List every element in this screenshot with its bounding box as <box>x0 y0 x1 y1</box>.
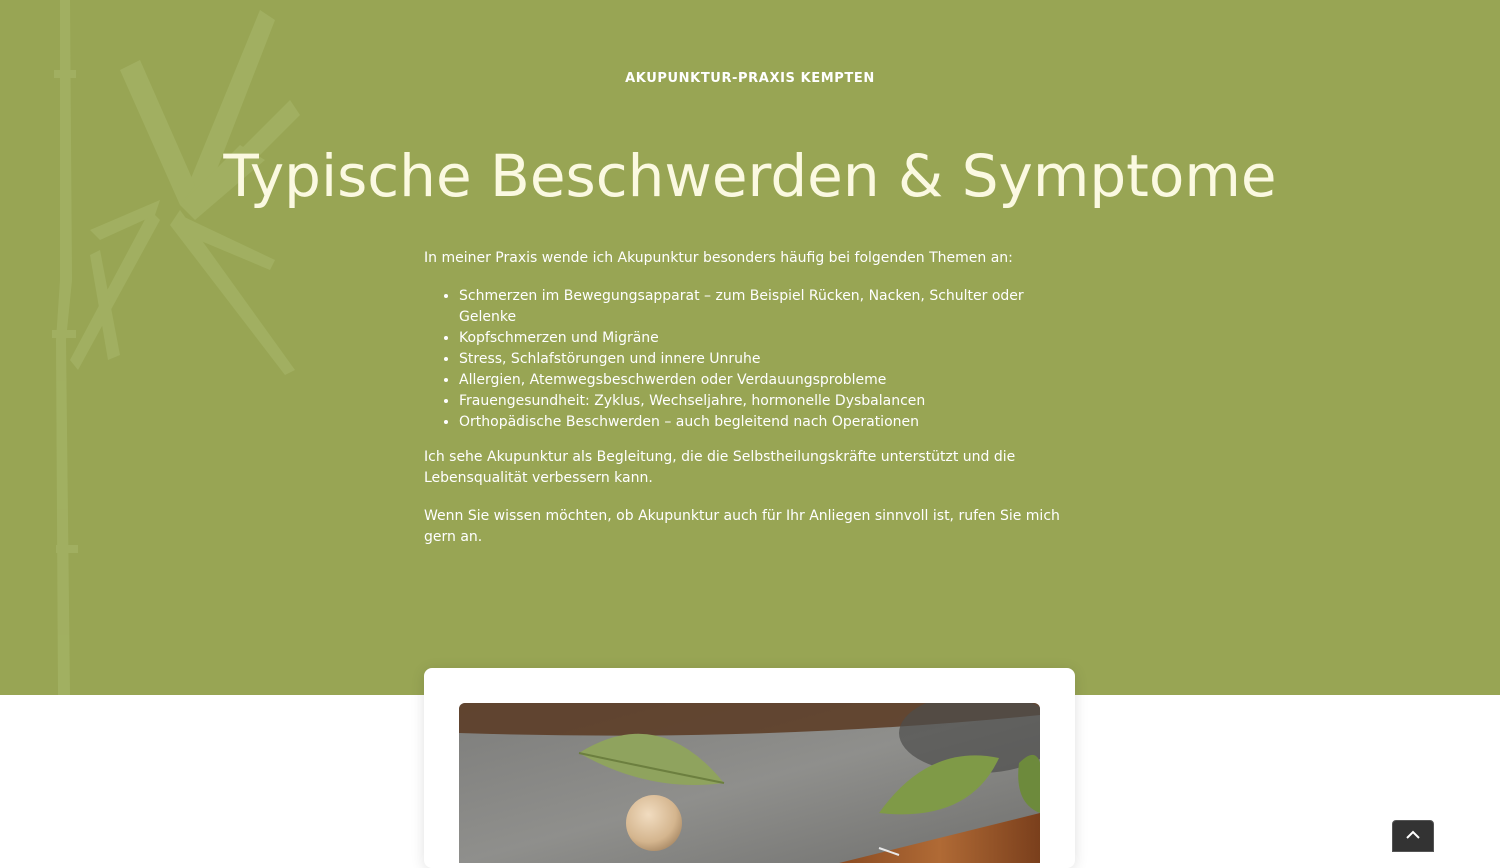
eyebrow-label: AKUPUNKTUR-PRAXIS KEMPTEN <box>625 71 875 86</box>
list-item: • Schmerzen im Bewegungsapparat – zum Beispiel Rücken, Nacken, Schulter oder Gelenke <box>459 286 1084 328</box>
acupuncture-photo <box>459 703 1040 863</box>
content-block <box>424 248 1084 565</box>
symptom-list <box>424 286 1084 433</box>
list-item: • Allergien, Atemwegsbeschwerden oder Verdauungsprobleme <box>459 370 1084 391</box>
scroll-to-top-button[interactable] <box>1392 820 1434 852</box>
page-title: Typische Beschwerden & Symptome <box>223 142 1277 210</box>
image-card <box>424 668 1075 868</box>
bamboo-icon <box>30 0 330 695</box>
list-item: • Kopfschmerzen und Migräne <box>459 328 1084 349</box>
paragraph-contact: Wenn Sie wissen möchten, ob Akupunktur auch für Ihr Anliegen sinnvoll ist, rufen Sie mich gern an. <box>424 508 1060 545</box>
list-item: • Frauengesundheit: Zyklus, Wechseljahre, hormonelle Dysbalancen <box>459 391 1084 412</box>
paragraph-support: Ich sehe Akupunktur als Begleitung, die die Selbstheilungskräfte unterstützt und die Lebensqualität verbessern kann. <box>424 449 1016 486</box>
list-item: • Stress, Schlafstörungen und innere Unruhe <box>459 349 1084 370</box>
list-item: • Orthopädische Beschwerden – auch begleitend nach Operationen <box>459 412 1084 433</box>
intro-paragraph: In meiner Praxis wende ich Akupunktur besonders häufig bei folgenden Themen an: <box>424 250 1013 266</box>
chevron-up-icon <box>1406 830 1420 840</box>
